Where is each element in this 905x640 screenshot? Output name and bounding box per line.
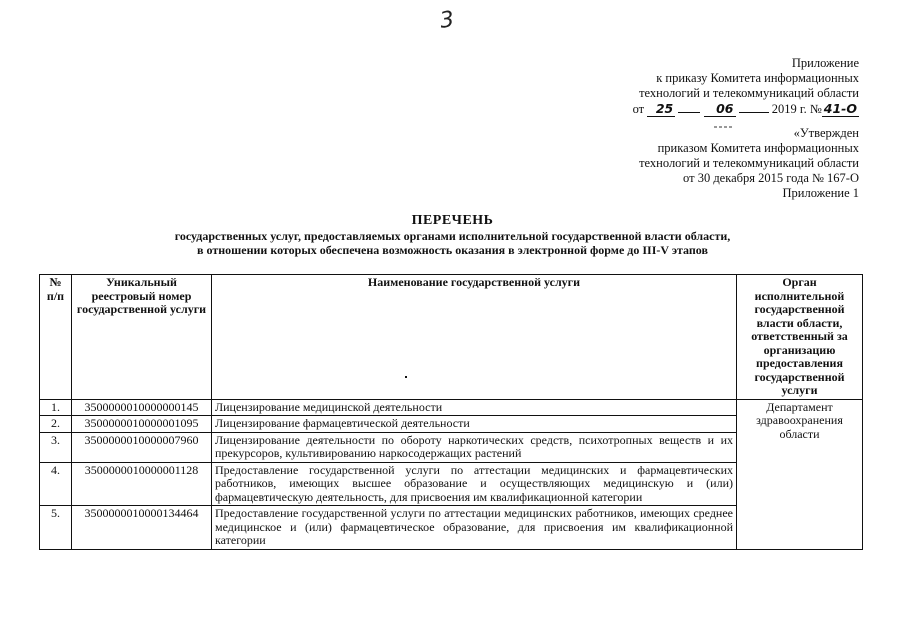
appendix-line-3: технологий и телекоммуникаций области	[639, 86, 859, 100]
row-num: 1.	[40, 399, 72, 416]
year-text: 2019 г. №	[771, 102, 822, 116]
row-num: 2.	[40, 416, 72, 433]
document-title: ПЕРЕЧЕНЬ	[411, 213, 494, 228]
row-code: 3500000010000001128	[72, 462, 212, 506]
handwritten-page-number: 3	[438, 7, 456, 34]
row-name: Предоставление государственной услуги по аттестации медицинских работников, имеющих среднее медицинское и (или) фармацевтическое образование, для присвоения им квалификационной категории	[212, 506, 737, 550]
appendix-date-line	[633, 101, 859, 117]
row-name: Лицензирование медицинской деятельности	[212, 399, 737, 416]
appendix-block	[633, 56, 859, 117]
document-subtitle-2: в отношении которых обеспечена возможность оказания в электронной форме до III-V этапов	[197, 243, 708, 257]
header-name: Наименование государственной услуги	[212, 275, 737, 400]
handwritten-month: 06	[704, 101, 736, 117]
row-code: 3500000010000000145	[72, 399, 212, 416]
row-code: 3500000010000134464	[72, 506, 212, 550]
row-num: 5.	[40, 506, 72, 550]
handwritten-order-number: 41-О	[823, 101, 857, 116]
handwritten-day: 25	[647, 101, 675, 117]
row-num: 3.	[40, 432, 72, 462]
table-header-row	[40, 275, 863, 400]
row-name: Предоставление государственной услуги по аттестации медицинских и фармацевтических работников, имеющих высшее образование и осуществляющих медицинскую и (или) фармацевтическую деятельность, для присвоения им квалификационной категории	[212, 462, 737, 506]
approved-line-5: Приложение 1	[782, 186, 859, 200]
approved-line-3: технологий и телекоммуникаций области	[639, 156, 859, 170]
approved-line-4: от 30 декабря 2015 года № 167-О	[683, 171, 859, 185]
row-name: Лицензирование фармацевтической деятельности	[212, 416, 737, 433]
approved-block	[639, 126, 859, 201]
row-code: 3500000010000007960	[72, 432, 212, 462]
header-org: Орган исполнительной государственной власти области, ответственный за организацию предоставления государственной услуги	[737, 275, 863, 400]
organ-cell: Департамент здравоохранения области	[737, 399, 863, 549]
header-num: № п/п	[40, 275, 72, 400]
document-heading	[0, 212, 905, 257]
header-code: Уникальный реестровый номер государственной услуги	[72, 275, 212, 400]
table-row	[40, 399, 863, 416]
row-code: 3500000010000001095	[72, 416, 212, 433]
approved-line-2: приказом Комитета информационных	[657, 141, 859, 155]
row-num: 4.	[40, 462, 72, 506]
row-name: Лицензирование деятельности по обороту наркотических средств, психотропных веществ и их прекурсоров, культивированию наркосодержащих растений	[212, 432, 737, 462]
appendix-line-1: Приложение	[791, 56, 859, 70]
appendix-line-2: к приказу Комитета информационных	[656, 71, 859, 85]
date-prefix: от	[632, 102, 645, 116]
document-subtitle-1: государственных услуг, предоставляемых органами исполнительной государственной власти области,	[174, 229, 731, 243]
approved-line-1: «Утвержден	[793, 126, 859, 140]
services-table	[39, 274, 863, 550]
